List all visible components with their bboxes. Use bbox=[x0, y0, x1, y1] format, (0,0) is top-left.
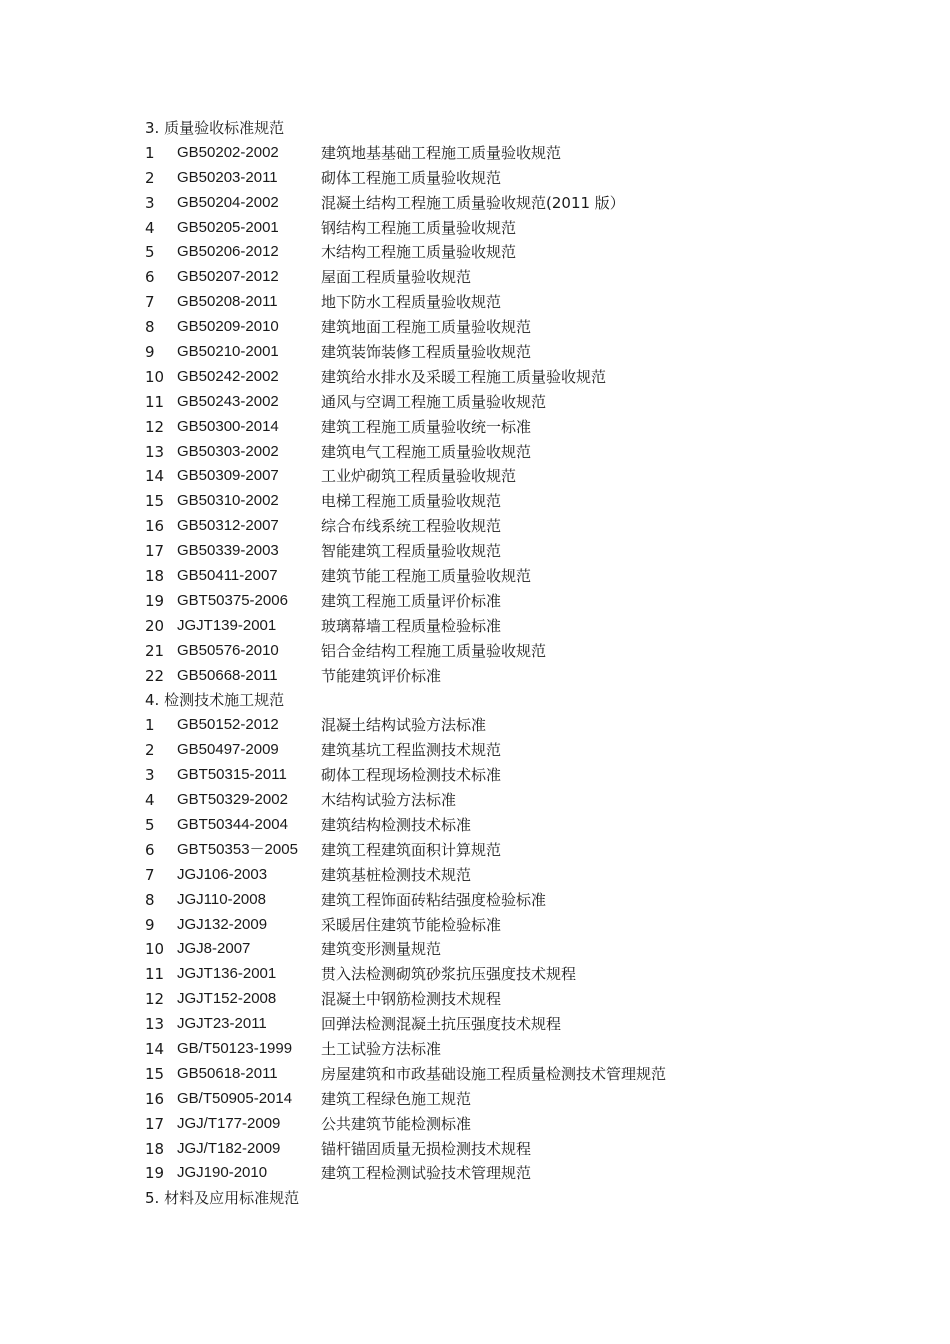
standard-title: 建筑工程检测试验技术管理规范 bbox=[321, 1164, 532, 1183]
standard-code: GBT50344-2004 bbox=[177, 815, 288, 833]
standards-list bbox=[145, 141, 845, 689]
standard-title: 公共建筑节能检测标准 bbox=[321, 1114, 472, 1133]
item-number: 6 bbox=[145, 268, 155, 287]
list-item bbox=[145, 539, 845, 564]
item-number: 22 bbox=[145, 666, 165, 685]
item-number: 12 bbox=[145, 990, 165, 1009]
list-item bbox=[145, 1161, 845, 1186]
standard-code: GB50205-2001 bbox=[177, 218, 279, 236]
list-item bbox=[145, 1112, 845, 1137]
item-number: 5 bbox=[145, 243, 155, 262]
item-number: 18 bbox=[145, 567, 165, 586]
list-item bbox=[145, 664, 845, 689]
item-number: 8 bbox=[145, 890, 155, 909]
standard-code: GB50312-2007 bbox=[177, 517, 279, 535]
standard-title: 智能建筑工程质量验收规范 bbox=[321, 542, 502, 561]
standard-code: GB50207-2012 bbox=[177, 268, 279, 286]
standard-title: 砌体工程现场检测技术标准 bbox=[321, 766, 502, 785]
item-number: 3 bbox=[145, 193, 155, 212]
list-item bbox=[145, 315, 845, 340]
standard-code: GB50303-2002 bbox=[177, 442, 279, 460]
standard-code: GB50242-2002 bbox=[177, 367, 279, 385]
list-item bbox=[145, 1062, 845, 1087]
list-item bbox=[145, 913, 845, 938]
standard-code: GB50204-2002 bbox=[177, 193, 279, 211]
standard-code: GB/T50123-1999 bbox=[177, 1039, 293, 1057]
item-number: 8 bbox=[145, 318, 155, 337]
standard-code: GB50310-2002 bbox=[177, 492, 279, 510]
standard-title: 地下防水工程质量验收规范 bbox=[321, 293, 502, 312]
standard-code: GBT50329-2002 bbox=[177, 791, 288, 809]
standard-code: GB50576-2010 bbox=[177, 641, 279, 659]
standard-code: GB50202-2002 bbox=[177, 143, 279, 161]
section-heading bbox=[145, 116, 845, 141]
list-item bbox=[145, 191, 845, 216]
item-number: 11 bbox=[145, 392, 165, 411]
item-number: 4 bbox=[145, 791, 155, 810]
list-item bbox=[145, 863, 845, 888]
standard-title: 铝合金结构工程施工质量验收规范 bbox=[321, 641, 547, 660]
item-number: 1 bbox=[145, 716, 155, 735]
list-item bbox=[145, 763, 845, 788]
standard-title: 砌体工程施工质量验收规范 bbox=[321, 168, 502, 187]
standard-code: JGJ132-2009 bbox=[177, 915, 268, 933]
item-number: 17 bbox=[145, 542, 165, 561]
list-item bbox=[145, 888, 845, 913]
list-item bbox=[145, 1012, 845, 1037]
standard-code: GB50668-2011 bbox=[177, 666, 278, 684]
standard-title: 木结构工程施工质量验收规范 bbox=[321, 243, 517, 262]
standard-title: 节能建筑评价标准 bbox=[321, 666, 442, 685]
list-item bbox=[145, 489, 845, 514]
item-number: 11 bbox=[145, 965, 165, 984]
standard-code: JGJT23-2011 bbox=[177, 1015, 267, 1033]
standard-code: GB50300-2014 bbox=[177, 417, 279, 435]
standard-code: GB50152-2012 bbox=[177, 716, 279, 734]
item-number: 19 bbox=[145, 1164, 165, 1183]
list-item bbox=[145, 738, 845, 763]
item-number: 15 bbox=[145, 492, 165, 511]
item-number: 1 bbox=[145, 143, 155, 162]
standard-code: GBT50353－2005 bbox=[177, 840, 298, 858]
standard-title: 建筑电气工程施工质量验收规范 bbox=[321, 442, 532, 461]
section-heading-text: 3. 质量验收标准规范 bbox=[145, 119, 285, 137]
standard-title: 回弹法检测混凝土抗压强度技术规程 bbox=[321, 1015, 562, 1034]
standard-code: GBT50375-2006 bbox=[177, 591, 288, 609]
standard-code: GB50618-2011 bbox=[177, 1064, 278, 1082]
item-number: 9 bbox=[145, 343, 155, 362]
list-item bbox=[145, 788, 845, 813]
standard-title: 建筑基坑工程监测技术规范 bbox=[321, 741, 502, 760]
standard-title: 建筑地面工程施工质量验收规范 bbox=[321, 318, 532, 337]
item-number: 13 bbox=[145, 1015, 165, 1034]
list-item bbox=[145, 614, 845, 639]
list-item bbox=[145, 838, 845, 863]
item-number: 18 bbox=[145, 1139, 165, 1158]
item-number: 16 bbox=[145, 517, 165, 536]
item-number: 20 bbox=[145, 616, 165, 635]
standards-list bbox=[145, 713, 845, 1186]
standard-code: GB50497-2009 bbox=[177, 741, 279, 759]
standard-code: GB50206-2012 bbox=[177, 243, 279, 261]
item-number: 21 bbox=[145, 641, 165, 660]
standard-code: GB/T50905-2014 bbox=[177, 1089, 293, 1107]
list-item bbox=[145, 390, 845, 415]
list-item bbox=[145, 589, 845, 614]
item-number: 2 bbox=[145, 741, 155, 760]
item-number: 14 bbox=[145, 467, 165, 486]
item-number: 10 bbox=[145, 940, 165, 959]
list-item bbox=[145, 365, 845, 390]
standard-title: 锚杆锚固质量无损检测技术规程 bbox=[321, 1139, 532, 1158]
list-item bbox=[145, 440, 845, 465]
list-item bbox=[145, 265, 845, 290]
standard-title: 混凝土结构试验方法标准 bbox=[321, 716, 487, 735]
item-number: 19 bbox=[145, 591, 165, 610]
item-number: 2 bbox=[145, 168, 155, 187]
standard-code: GB50210-2001 bbox=[177, 343, 279, 361]
standard-code: GB50203-2011 bbox=[177, 168, 278, 186]
standard-title: 建筑工程饰面砖粘结强度检验标准 bbox=[321, 890, 547, 909]
standard-code: GB50209-2010 bbox=[177, 318, 279, 336]
item-number: 10 bbox=[145, 367, 165, 386]
standard-code: GB50339-2003 bbox=[177, 542, 279, 560]
list-item bbox=[145, 962, 845, 987]
list-item bbox=[145, 290, 845, 315]
standard-title: 屋面工程质量验收规范 bbox=[321, 268, 472, 287]
section-heading bbox=[145, 1186, 845, 1211]
section-heading bbox=[145, 688, 845, 713]
list-item bbox=[145, 240, 845, 265]
item-number: 14 bbox=[145, 1039, 165, 1058]
item-number: 13 bbox=[145, 442, 165, 461]
standard-title: 建筑结构检测技术标准 bbox=[321, 815, 472, 834]
section-heading-text: 5. 材料及应用标准规范 bbox=[145, 1189, 300, 1208]
list-item bbox=[145, 514, 845, 539]
item-number: 4 bbox=[145, 218, 155, 237]
item-number: 12 bbox=[145, 417, 165, 436]
standard-code: JGJ/T177-2009 bbox=[177, 1114, 281, 1132]
standard-title: 木结构试验方法标准 bbox=[321, 791, 457, 810]
standard-title: 建筑给水排水及采暖工程施工质量验收规范 bbox=[321, 367, 607, 386]
standard-code: GB50243-2002 bbox=[177, 392, 279, 410]
standard-code: JGJ190-2010 bbox=[177, 1164, 268, 1182]
list-item bbox=[145, 639, 845, 664]
standard-code: JGJ8-2007 bbox=[177, 940, 251, 958]
standard-title: 通风与空调工程施工质量验收规范 bbox=[321, 392, 547, 411]
item-number: 17 bbox=[145, 1114, 165, 1133]
document-body bbox=[145, 116, 845, 1211]
standard-title: 混凝土中钢筋检测技术规程 bbox=[321, 990, 502, 1009]
item-number: 9 bbox=[145, 915, 155, 934]
item-number: 5 bbox=[145, 815, 155, 834]
standard-code: JGJT139-2001 bbox=[177, 616, 277, 634]
standard-code: JGJT136-2001 bbox=[177, 965, 277, 983]
standard-code: JGJ110-2008 bbox=[177, 890, 266, 908]
list-item bbox=[145, 937, 845, 962]
standard-title: 建筑节能工程施工质量验收规范 bbox=[321, 567, 532, 586]
list-item bbox=[145, 216, 845, 241]
standard-title: 采暖居住建筑节能检验标准 bbox=[321, 915, 502, 934]
standard-title: 工业炉砌筑工程质量验收规范 bbox=[321, 467, 517, 486]
list-item bbox=[145, 166, 845, 191]
standard-title: 贯入法检测砌筑砂浆抗压强度技术规程 bbox=[321, 965, 577, 984]
standard-code: JGJT152-2008 bbox=[177, 990, 277, 1008]
standard-title: 电梯工程施工质量验收规范 bbox=[321, 492, 502, 511]
list-item bbox=[145, 713, 845, 738]
standard-title: 房屋建筑和市政基础设施工程质量检测技术管理规范 bbox=[321, 1064, 667, 1083]
list-item bbox=[145, 564, 845, 589]
item-number: 15 bbox=[145, 1064, 165, 1083]
list-item bbox=[145, 464, 845, 489]
list-item bbox=[145, 813, 845, 838]
standard-title: 建筑地基基础工程施工质量验收规范 bbox=[321, 143, 562, 162]
standard-title: 建筑工程绿色施工规范 bbox=[321, 1089, 472, 1108]
item-number: 6 bbox=[145, 840, 155, 859]
standard-code: GB50309-2007 bbox=[177, 467, 279, 485]
standard-code: JGJ/T182-2009 bbox=[177, 1139, 281, 1157]
standard-title: 建筑基桩检测技术规范 bbox=[321, 865, 472, 884]
standard-title: 建筑装饰装修工程质量验收规范 bbox=[321, 343, 532, 362]
standard-title: 建筑工程建筑面积计算规范 bbox=[321, 840, 502, 859]
list-item bbox=[145, 1087, 845, 1112]
item-number: 7 bbox=[145, 865, 155, 884]
list-item bbox=[145, 415, 845, 440]
standard-title: 混凝土结构工程施工质量验收规范(2011 版） bbox=[321, 193, 625, 212]
standard-title: 建筑工程施工质量验收统一标准 bbox=[321, 417, 532, 436]
standard-code: GBT50315-2011 bbox=[177, 766, 287, 784]
item-number: 3 bbox=[145, 766, 155, 785]
standard-code: GB50411-2007 bbox=[177, 567, 278, 585]
item-number: 7 bbox=[145, 293, 155, 312]
standard-code: JGJ106-2003 bbox=[177, 865, 268, 883]
item-number: 16 bbox=[145, 1089, 165, 1108]
standard-code: GB50208-2011 bbox=[177, 293, 278, 311]
list-item bbox=[145, 987, 845, 1012]
standard-title: 综合布线系统工程验收规范 bbox=[321, 517, 502, 536]
list-item bbox=[145, 1037, 845, 1062]
list-item bbox=[145, 141, 845, 166]
list-item bbox=[145, 340, 845, 365]
standard-title: 玻璃幕墙工程质量检验标准 bbox=[321, 616, 502, 635]
standard-title: 钢结构工程施工质量验收规范 bbox=[321, 218, 517, 237]
standard-title: 建筑变形测量规范 bbox=[321, 940, 442, 959]
section-heading-text: 4. 检测技术施工规范 bbox=[145, 691, 285, 710]
standard-title: 建筑工程施工质量评价标准 bbox=[321, 591, 502, 610]
standard-title: 土工试验方法标准 bbox=[321, 1039, 442, 1058]
list-item bbox=[145, 1137, 845, 1162]
